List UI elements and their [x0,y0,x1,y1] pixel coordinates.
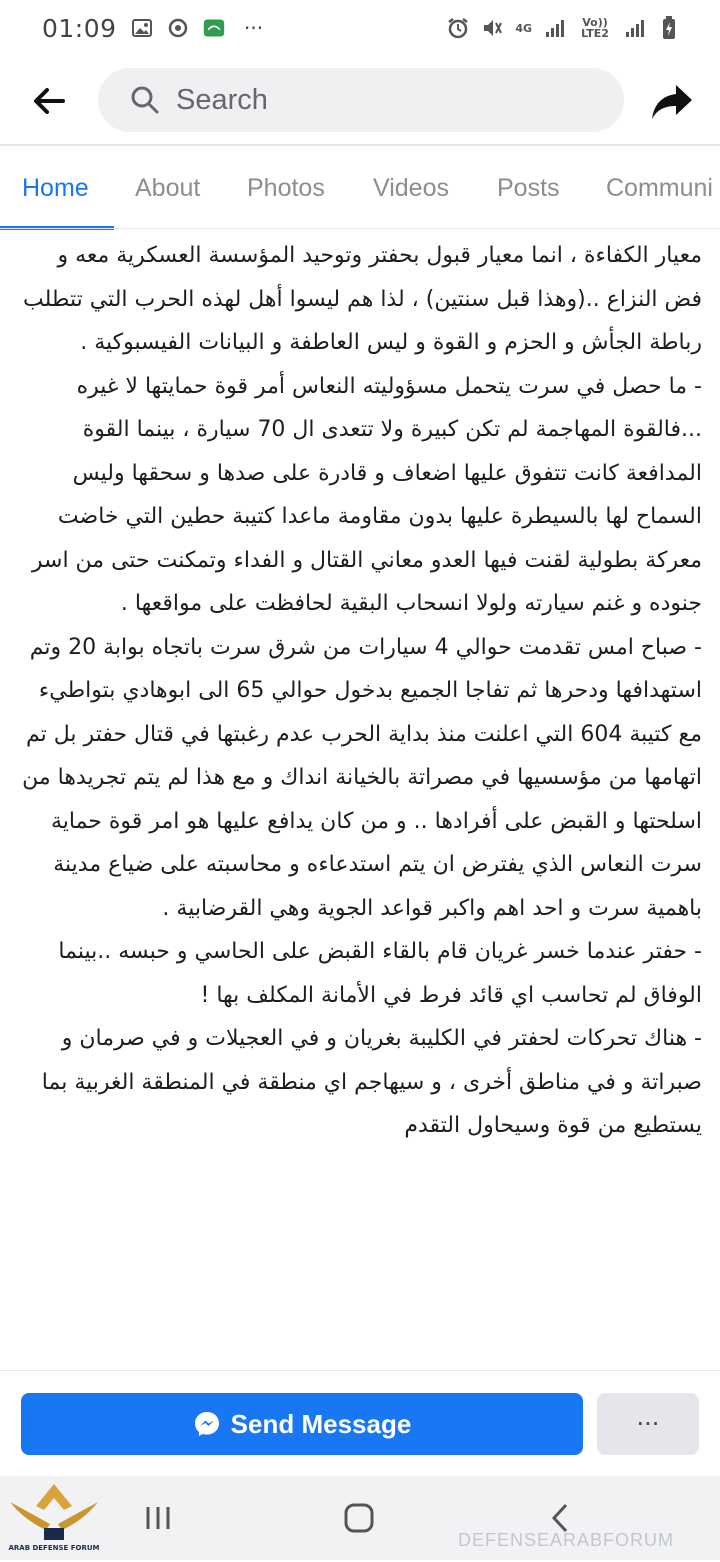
svg-text:ARAB DEFENSE FORUM: ARAB DEFENSE FORUM [8,1544,100,1552]
sync-notification-icon [167,17,189,39]
tabs-divider [0,228,720,229]
send-message-button[interactable] [21,1393,583,1455]
tab-home[interactable]: Home [22,174,89,202]
post-paragraph: - صباح امس تقدمت حوالي 4 سيارات من شرق سرت باتجاه بوابة 20 وتم استهدافها ودحرها ثم تفاجا الجميع بدخول حوالي 65 الى ابوهادي بتواطيء مع كتيبة 604 التي اعلنت منذ بداية الحرب عدم رغبتها في قتال حفتر بل تم اتهامها من مؤسسيها في مصراتة بالخيانة انداك و مع هذا لم يتم تجريدها من اسلحتها و القبض على أفرادها .. و من كان يدافع عليها هو امر قوة حماية سرت النعاس الذي يفترض ان يتم استدعاءه و محاسبته على ضياع مدينة باهمية سرت و احد اهم واكبر قواعد الجوية وهي القرضابية . [22,634,702,921]
recent-apps-icon [143,1503,173,1533]
network-type-label: 4G [515,21,532,35]
watermark-site-text: DEFENSEARABFORUM [458,1530,675,1550]
alarm-icon [447,17,469,39]
volte-label: Vo)) LTE2 [581,16,609,40]
post-body [0,230,720,1370]
battery-icon [658,17,680,39]
signal-2-icon [624,17,646,39]
mute-icon [481,17,503,39]
status-left [42,14,269,43]
signal-icon [544,17,566,39]
more-notifications-icon: ··· [244,16,264,40]
back-button[interactable] [26,78,72,124]
search-bar[interactable] [98,68,624,132]
app-notification-icon [203,17,225,39]
messenger-icon [193,1410,221,1438]
search-icon [130,85,160,115]
top-bar [0,56,720,146]
share-button[interactable] [648,78,696,126]
page-tabs [0,146,720,230]
home-button[interactable] [337,1496,381,1540]
more-options-button[interactable]: ··· [597,1393,699,1455]
home-icon [343,1502,375,1534]
back-arrow-icon [33,87,65,115]
message-bar [0,1370,720,1477]
post-paragraph: - حفتر عندما خسر غريان قام بالقاء القبض على الحاسي و حبسه ..بينما الوفاق لم تحاسب اي قائد فرط في الأمانة المكلف بها ! [58,939,702,1008]
post-text [16,234,702,1148]
tab-about[interactable]: About [135,174,201,202]
status-time: 01:09 [42,13,117,43]
tab-community[interactable]: Communi [606,174,713,202]
status-bar [0,0,720,56]
status-right [447,17,680,39]
watermark-logo [6,1480,102,1558]
tab-posts[interactable]: Posts [497,174,560,202]
tab-videos[interactable]: Videos [373,174,449,202]
recent-apps-button[interactable] [136,1496,180,1540]
share-arrow-icon [650,83,694,121]
search-input[interactable] [174,83,598,118]
tab-photos[interactable]: Photos [247,174,325,202]
post-paragraph: - هناك تحركات لحفتر في الكليبة بغريان و في العجيلات و في صرمان و صبراتة و في مناطق أخرى ، و سيهاجم اي منطقة في المنطقة الغربية بما يستطيع من قوة وسيحاول التقدم [41,1026,702,1138]
send-message-label: Send Message [230,1408,412,1439]
post-paragraph: معيار الكفاءة ، انما معيار قبول بحفتر وتوحيد المؤسسة العسكرية معه و فض النزاع ..(وهذا قبل سنتين) ، لذا هم ليسوا أهل لهذه الحرب التي تتطلب رباطة الجأش و الحزم و القوة و ليس العاطفة و البيانات الفيسبوكية . [23,243,702,355]
gallery-notification-icon [131,17,153,39]
post-paragraph: - ما حصل في سرت يتحمل مسؤوليته النعاس أمر قوة حمايتها لا غيره ...فالقوة المهاجمة لم تكن كبيرة ولا تتعدى ال 70 سيارة ، بينما القوة المدافعة كانت تتفوق عليها اضعاف و قادرة على صدها و سحقها وليس السماح لها بالسيطرة عليها بدون مقاومة ماعدا كتيبة حطين التي خاضت معركة بطولية لقنت فيها العدو معاني القتال و الفداء وتمكنت حتى من اسر جنوده و غنم سيارته ولولا انسحاب البقية لحافظت على مواقعها . [31,373,702,616]
